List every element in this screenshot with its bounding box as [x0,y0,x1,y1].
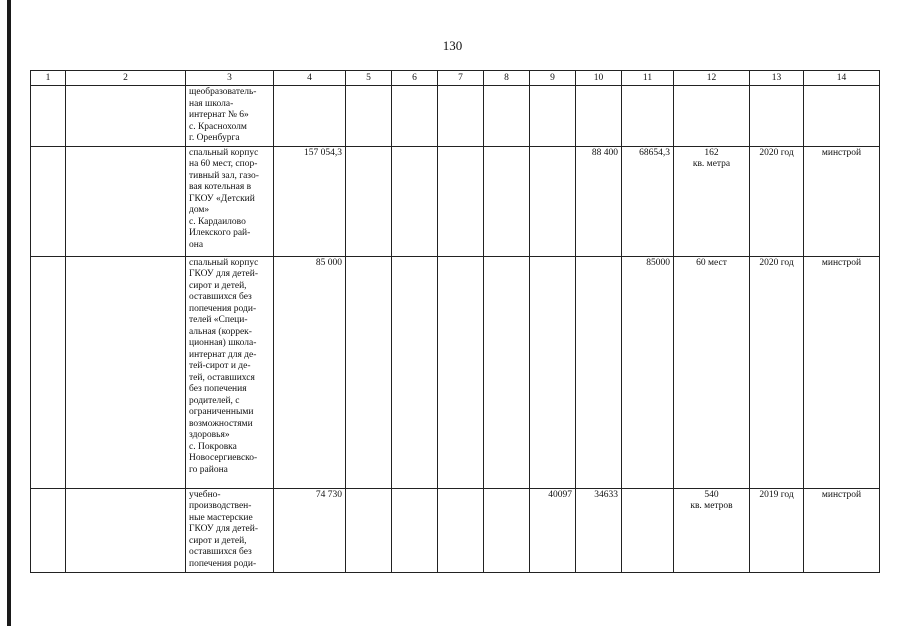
table-row [31,146,880,256]
header-cell: 3 [186,71,274,86]
year-2021-cell [622,488,674,572]
total-cost-cell: 85 000 [274,256,346,488]
header-cell: 11 [622,71,674,86]
header-cell: 8 [484,71,530,86]
header-row [31,71,880,86]
header-cell: 12 [674,71,750,86]
year-2019-cell [530,146,576,256]
budget-table [30,70,880,573]
year-2021-cell [622,86,674,147]
year-2019-cell [530,86,576,147]
year-2021-cell: 68654,3 [622,146,674,256]
object-name-cell: щеобразователь- ная школа- интернат № 6» с. Краснохолм г. Оренбурга [186,86,274,147]
header-cell: 2 [66,71,186,86]
table-row [31,488,880,572]
completion-year-cell: 2020 год [750,256,804,488]
completion-year-cell: 2020 год [750,146,804,256]
completion-year-cell [750,86,804,147]
year-2021-cell: 85000 [622,256,674,488]
header-cell: 14 [804,71,880,86]
total-cost-cell [274,86,346,147]
capacity-cell [674,86,750,147]
header-cell: 13 [750,71,804,86]
year-2020-cell: 88 400 [576,146,622,256]
total-cost-cell: 74 730 [274,488,346,572]
header-cell: 1 [31,71,66,86]
object-name-cell: учебно- производствен- ные мастерские ГКОУ для детей- сирот и детей, оставшихся без попечения роди- [186,488,274,572]
capacity-cell: 162 кв. метра [674,146,750,256]
object-name-cell: спальный корпус на 60 мест, спор- тивный зал, газо- вая котельная в ГКОУ «Детский дом» с. Кардаилово Илекского рай- она [186,146,274,256]
responsible-cell [804,86,880,147]
capacity-cell: 540 кв. метров [674,488,750,572]
header-cell: 10 [576,71,622,86]
capacity-cell: 60 мест [674,256,750,488]
responsible-cell: минстрой [804,256,880,488]
table-row [31,86,880,147]
year-2020-cell [576,256,622,488]
year-2020-cell [576,86,622,147]
year-2020-cell: 34633 [576,488,622,572]
responsible-cell: минстрой [804,488,880,572]
header-cell: 9 [530,71,576,86]
table-row [31,256,880,488]
header-cell: 7 [438,71,484,86]
page-number: 130 [442,38,463,53]
header-cell: 4 [274,71,346,86]
year-2019-cell [530,256,576,488]
header-cell: 6 [392,71,438,86]
object-name-cell: спальный корпус ГКОУ для детей- сирот и детей, оставшихся без попечения роди- телей «Специ- альная (коррек- ционная) школа- интернат для де- тей-сирот и де- тей, оставшихся без попечения родителей, с ограниченными возможностями здоровья» с. Покровка Новосергиевско- го района [186,256,274,488]
year-2019-cell: 40097 [530,488,576,572]
completion-year-cell: 2019 год [750,488,804,572]
scan-edge [7,0,11,626]
responsible-cell: минстрой [804,146,880,256]
total-cost-cell: 157 054,3 [274,146,346,256]
header-cell: 5 [346,71,392,86]
